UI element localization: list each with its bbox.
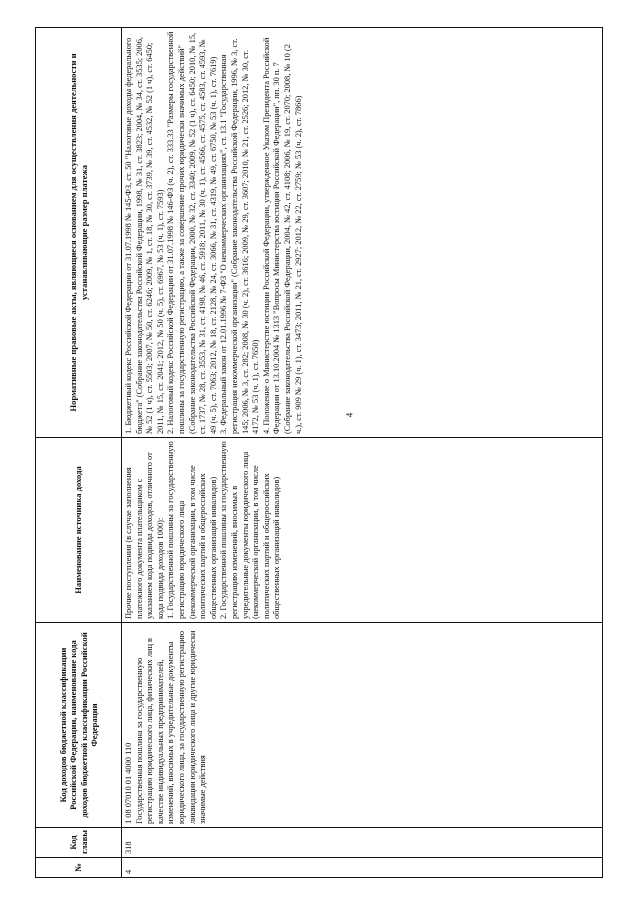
table-header-row (36, 28, 122, 878)
income-source-item-1: 1. Государственной пошлины за государственную регистрацию юридического лица (некоммерческой организации, в том числе политических партий и общероссийских общественных организаций инвалидов) (166, 441, 218, 619)
header-num: № (36, 858, 122, 878)
income-code-description: Государственная пошлина за государственную регистрацию юридического лица, физических лиц в качестве индивидуальных предпринимателей, изменений, вносимых в учредительные документы юридического лица, за государственную регистрацию ликвидации юридического лица и другие юридически значимые действия (134, 630, 208, 824)
page-number: 4 (344, 412, 355, 418)
header-income-code: Код доходов бюджетной классификации Российской Федерации, наименование кода доходов бюджетной классификации Российской Федерации (36, 623, 122, 828)
table-row (122, 28, 603, 878)
income-source-item-2: 2. Государственной пошлины за государственную регистрацию изменений, вносимых в учредительные документы юридического лица (некоммерческой организации, в том числе политических партий и общероссийских общественных организаций инвалидов) (219, 441, 282, 619)
legal-act-2: 2. Налоговый кодекс Российской Федерации от 31.07.1998 № 146-ФЗ (ч. 2), ст. 333.33 "Размеры государственной пошлины за государственную регистрацию, а также за совершение прочих юридически значимых действий" (Собрание законодательства Российской Федерации, 2000, № 32, ст. 3340; 2009, № 52 (1 ч), ст. 6450; 2010, № 15, ст. 1737, № 28, ст. 3553, № 31, ст. 4198, № 46, ст. 5918; 2011, № 30 (ч. 1), ст. 4566, ст. 4575, ст. 4583, ст. 4593, № 49 (ч. 5), ст. 7063; 2012, № 18, ст. 2128, № 24, ст. 3066, № 31, ст. 4319, № 49, ст. 6750, № 53 (ч. 1), ст. 7619) (166, 31, 218, 434)
cell-chapter-code: 318 (122, 828, 603, 858)
cell-income-source (122, 438, 603, 623)
legal-act-4: 4. Положение о Министерстве юстиции Российской Федерации, утвержденное Указом Президента Российской Федерации от 13.10.2004 № 1313 "Вопросы Министерства юстиции Российской Федерации", пп. 30 п. 7 (Собрание законодательства Российской Федерации, 2004, № 42, ст. 4108; 2006, № 19, ст. 2070; 2008, № 10 (2 ч.), ст. 909 № 29 (ч. 1), ст. 3473; 2011, № 21, ст. 2927; 2012, № 22, ст. 2759; № 53 (ч. 2), ст. 7866) (261, 37, 303, 434)
cell-income-code (122, 623, 603, 828)
income-code-value: 1 08 07010 01 4000 110 (124, 742, 133, 824)
cell-num: 4 (122, 858, 603, 878)
header-legal-acts: Нормативные правовые акты, являющиеся основанием для осуществления деятельности и устанавливающие размер платежа (36, 28, 122, 438)
cell-legal-acts (122, 28, 603, 438)
legal-act-1: 1. Бюджетный кодекс Российской Федерации от 31.07.1998 № 145-ФЗ, ст. 50 "Налоговые доходы федерального бюджета" (Собрание законодательства Российской Федерации, 1998, № 31, ст. 3823; 2004, № 34, ст. 3535; 2006, № 52 (1 ч), ст. 5503; 2007, № 50, ст. 6246; 2009, № 1, ст. 18, № 30, ст. 3739, № 39, ст. 4532, № 52 (1 ч), ст. 6450; 2011, № 15, ст. 2041; 2012, № 50 (ч. 5), ст. 6967, № 53 (ч. 1), ст. 7593) (124, 36, 165, 434)
header-income-source: Наименование источника дохода (36, 438, 122, 623)
rotated-table-container (35, 28, 603, 878)
header-chapter-code: Код главы (36, 828, 122, 858)
budget-classification-table (35, 27, 603, 878)
legal-act-3: 3. Федеральный закон от 12.01.1996 № 7-ФЗ "О некоммерческих организациях", ст. 13.1 "Государственная регистрация некоммерческой организации" (Собрание законодательства Российской Федерации, 1996, № 3, ст. 145; 2006, № 3, ст. 282; 2008, № 30 (ч. 2), ст. 3616; 2009, № 29, ст. 3607; 2010, № 21, ст. 2526; 2012, № 30, ст. 4172, № 53 (ч. 1), ст. 7650) (219, 38, 261, 434)
income-source-intro: Прочие поступления (в случае заполнения платежного документа плательщиком с указанием кода подвида доходов, отличного от кода подвида доходов 1000): (124, 452, 165, 619)
